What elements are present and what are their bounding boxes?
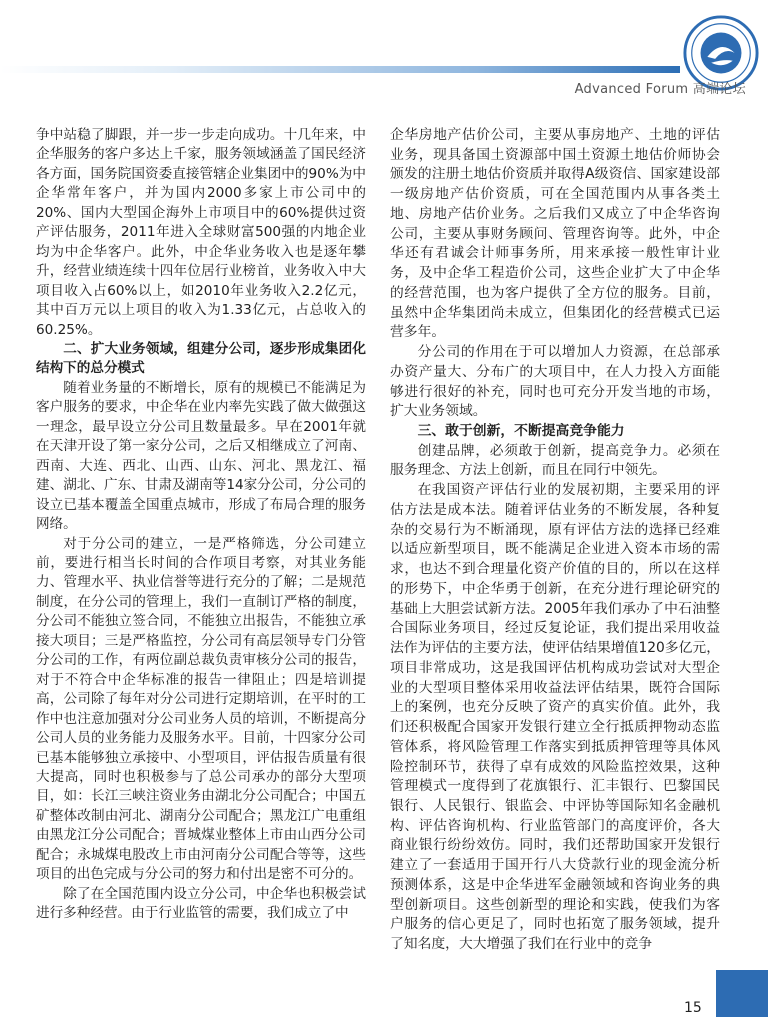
paragraph: 在我国资产评估行业的发展初期，主要采用的评估方法是成本法。随着评估业务的不断发展，各种复杂的交易行为不断涌现，原有评估方法的选择已经难以适应新型项目，既不能满足企业进入资本市场的需求，也达不到合理量化资产价值的目的，所以在这样的形势下，中企华勇于创新，在充分进行理论研究的基础上大胆尝试新方法。2005年我们承办了中石油整合国际业务项目，经过反复论证，我们提出采用收益法作为评估的主要方法，使评估结果增值120多亿元，项目非常成功，这是我国评估机构成功尝试对大型企业的大型项目整体采用收益法评估结果，既符合国际上的案例，也充分反映了资产的真实价值。此外，我们还积极配合国家开发银行建立全行抵质押物动态监管体系，将风险管理工作落实到抵质押管理等具体风险控制环节，获得了卓有成效的风险监控效果，这种管理模式一度得到了花旗银行、汇丰银行、巴黎国民银行、人民银行、银监会、中评协等国际知名金融机构、评估咨询机构、行业监管部门的高度评价，各大商业银行纷纷效仿。同时，我们还帮助国家开发银行建立了一套适用于国开行八大贷款行业的现金流分析预测体系，这是中企华进军金融领域和咨询业务的典型创新项目。这些创新型的理论和实践，使我们为客户服务的信心更足了，同时也拓宽了服务领域，提升了知名度，大大增强了我们在行业中的竞争 (390, 482, 720, 953)
paragraph: 随着业务量的不断增长，原有的规模已不能满足为客户服务的要求，中企华在业内率先实践了做大做强这一理念，最早设立分公司且数量最多。早在2001年就在天津开设了第一家分公司，之后又相继成立了河南、西南、大连、西北、山西、山东、河北、黑龙江、福建、湖北、广东、甘肃及湖南等14家分公司，分公司的设立已基本覆盖全国重点城市，形成了布局合理的服务网络。 (36, 379, 366, 533)
page-corner-bar (716, 970, 768, 1017)
page-number: 15 (684, 1000, 702, 1016)
right-text-column (390, 126, 720, 956)
section-heading: 三、敢于创新，不断提高竞争能力 (417, 423, 625, 440)
section-heading: 二、扩大业务领域，组建分公司，逐步形成集团化结构下的总分模式 (36, 340, 366, 377)
forum-label: Advanced Forum 高端论坛 (574, 82, 746, 97)
paragraph: 对于分公司的建立，一是严格筛选，分公司建立前，要进行相当长时间的合作项目考察，对其业务能力、管理水平、执业信誉等进行充分的了解；二是规范制度，在分公司的管理上，我们一直制订严格的制度，分公司不能独立签合同，不能独立出报告，不能独立承接大项目；三是严格监控，分公司有高层领导专门分管分公司的工作，有两位副总裁负责审核分公司的报告，对于不符合中企华标准的报告一律阻止；四是培训提高，公司除了每年对分公司进行定期培训，在平时的工作中也注意加强对分公司业务人员的培训，不断提高分公司人员的业务能力及服务水平。目前，十四家分公司已基本能够独立承接中、小型项目，评估报告质量有很大提高，同时也积极参与了总公司承办的部分大型项目，如：长江三峡注资业务由湖北分公司配合；中国五矿整体改制由河北、湖南分公司配合；黑龙江广电重组由黑龙江分公司配合；晋城煤业整体上市由山西分公司配合；永城煤电股改上市由河南分公司配合等等，这些项目的出色完成与分公司的努力和付出是密不可分的。 (36, 535, 366, 883)
header-gradient-bar (0, 66, 680, 73)
paragraph: 创建品牌，必须敢于创新，提高竞争力。必须在服务理念、方法上创新，而且在同行中领先。 (390, 442, 720, 479)
paragraph: 争中站稳了脚跟，并一步一步走向成功。十几年来，中企华服务的客户多达上千家，服务领域涵盖了国民经济各方面，国务院国资委直接管辖企业集团中的90%为中企华常年客户，并为国内2000多家上市公司中的20%、国内大型国企海外上市项目中的60%提供过资产评估服务，2011年进入全球财富500强的内地企业均为中企华客户。此外，中企华业务收入也是逐年攀升，经营业绩连续十四年位居行业榜首，业务收入中大项目收入占60%以上，如2010年业务收入2.2亿元，其中百万元以上项目的收入为1.33亿元，占总收入的60.25%。 (36, 127, 366, 338)
paragraph: 分公司的作用在于可以增加人力资源，在总部承办资产量大、分布广的大项目中，在人力投入方面能够进行很好的补充，同时也可充分开发当地的市场，扩大业务领域。 (390, 344, 720, 420)
paragraph: 除了在全国范围内设立分公司，中企华也积极尝试进行多种经营。由于行业监管的需要，我们成立了中 (36, 885, 366, 922)
left-text-column (36, 126, 366, 956)
paragraph: 企华房地产估价公司，主要从事房地产、土地的评估业务，现具备国土资源部中国土资源土地估价师协会颁发的注册土地估价资质并取得A级资信、国家建设部一级房地产估价资质，可在全国范围内从事各类土地、房地产估价业务。之后我们又成立了中企华咨询公司，主要从事财务顾问、管理咨询等。此外，中企华还有君诚会计师事务所，用来承接一般性审计业务，及中企华工程造价公司，这些企业扩大了中企华的经营范围，也为客户提供了全方位的服务。目前，虽然中企华集团尚未成立，但集团化的经营模式已运营多年。 (390, 127, 720, 341)
